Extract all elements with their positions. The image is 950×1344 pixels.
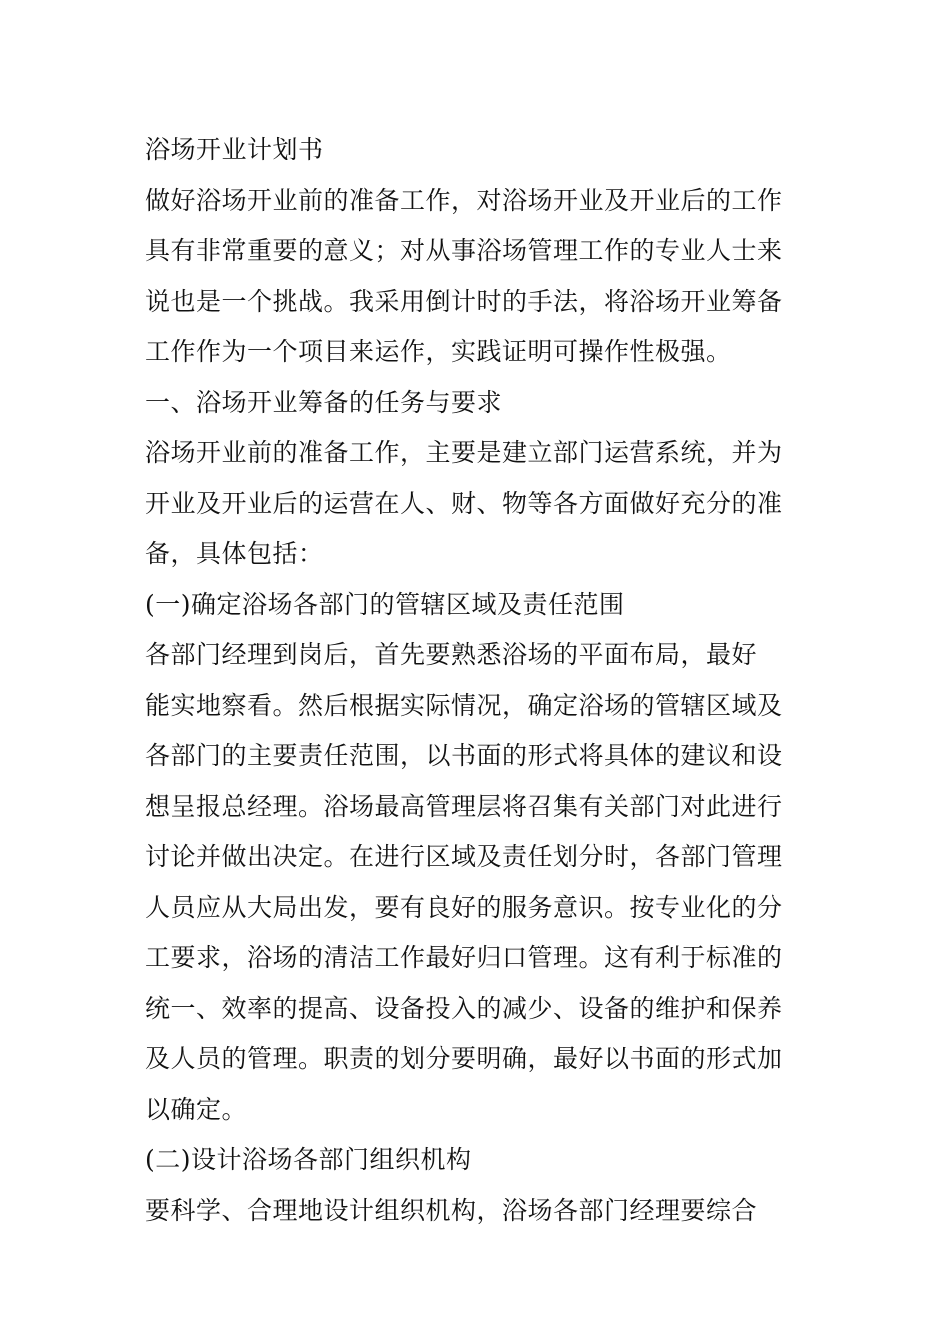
section-1-paragraph-line: 浴场开业前的准备工作，主要是建立部门运营系统，并为 (145, 438, 783, 467)
section-1-heading: 一、浴场开业筹备的任务与要求 (145, 387, 503, 417)
subsection-2-heading: (二)设计浴场各部门组织机构 (145, 1145, 472, 1174)
section-1-paragraph-line: 备，具体包括： (145, 539, 324, 568)
document-body (145, 125, 810, 1236)
intro-line: 工作作为一个项目来运作，实践证明可操作性极强。 (145, 337, 732, 366)
subsection-1-heading: (一)确定浴场各部门的管辖区域及责任范围 (145, 589, 625, 619)
subsection-1-paragraph-line: 讨论并做出决定。在进行区域及责任划分时，各部门管理 (145, 842, 783, 871)
subsection-1-paragraph-line: 人员应从大局出发，要有良好的服务意识。按专业化的分 (145, 892, 783, 922)
subsection-1-paragraph-line: 工要求，浴场的清洁工作最好归口管理。这有利于标准的 (145, 943, 783, 972)
subsection-1-paragraph-line: 以确定。 (145, 1094, 248, 1124)
subsection-2-paragraph-line: 要科学、合理地设计组织机构，浴场各部门经理要综合 (145, 1195, 758, 1225)
subsection-1-paragraph-line: 想呈报总经理。浴场最高管理层将召集有关部门对此进行 (145, 791, 783, 821)
subsection-1-paragraph-line: 能实地察看。然后根据实际情况，确定浴场的管辖区域及 (145, 690, 783, 720)
document-title: 浴场开业计划书 (145, 135, 324, 164)
intro-line: 做好浴场开业前的准备工作，对浴场开业及开业后的工作 (145, 185, 783, 215)
intro-line: 说也是一个挑战。我采用倒计时的手法，将浴场开业筹备 (145, 286, 783, 316)
section-1-paragraph-line: 开业及开业后的运营在人、财、物等各方面做好充分的准 (145, 488, 783, 518)
intro-line: 具有非常重要的意义；对从事浴场管理工作的专业人士来 (145, 236, 783, 265)
subsection-1-paragraph-line: 各部门经理到岗后，首先要熟悉浴场的平面布局，最好 (145, 640, 758, 669)
subsection-1-paragraph-line: 各部门的主要责任范围，以书面的形式将具体的建议和设 (145, 741, 783, 770)
subsection-1-paragraph-line: 及人员的管理。职责的划分要明确，最好以书面的形式加 (145, 1044, 783, 1073)
subsection-1-paragraph-line: 统一、效率的提高、设备投入的减少、设备的维护和保养 (145, 993, 783, 1023)
